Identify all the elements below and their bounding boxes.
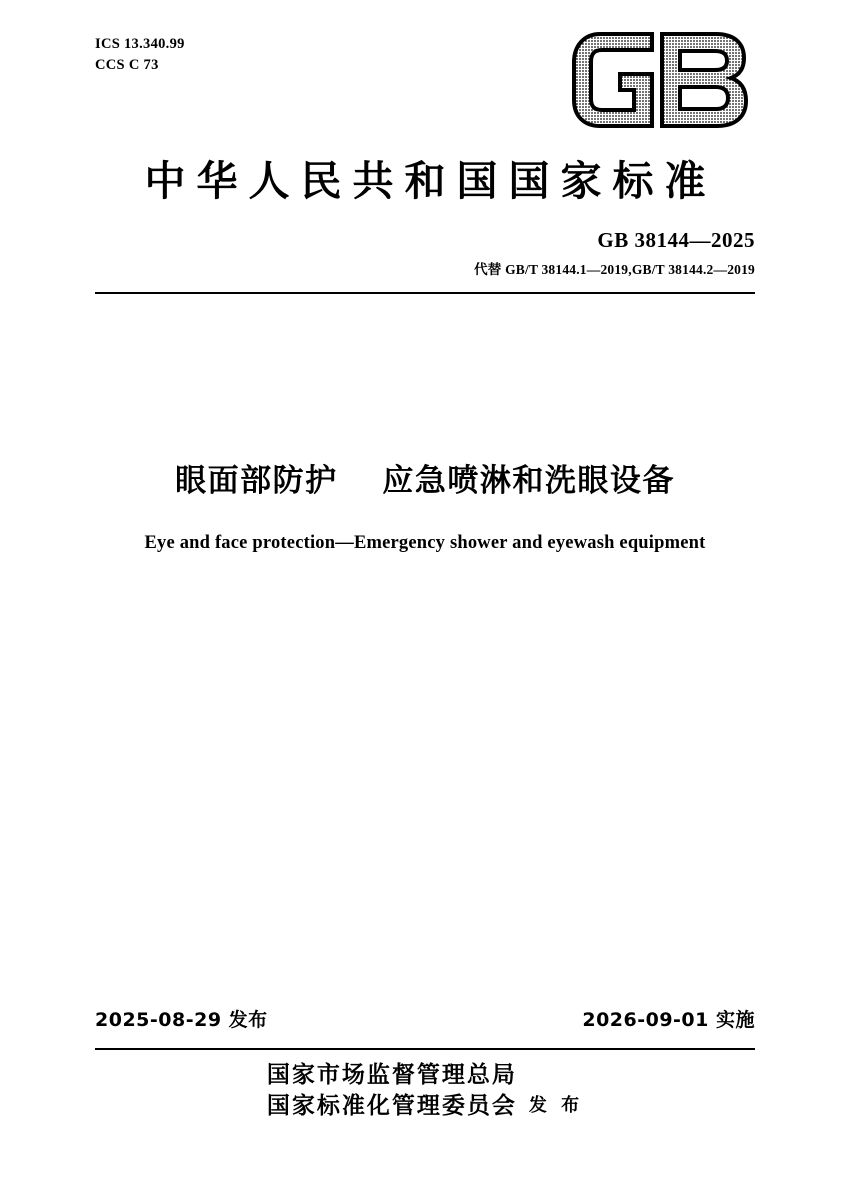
- divider-top: [95, 292, 755, 294]
- publisher-line-1: 国家市场监督管理总局: [266, 1062, 517, 1088]
- publisher-block: [0, 1060, 850, 1122]
- publisher-names: [267, 1060, 517, 1122]
- publisher-line-2: 国家标准化管理委员会: [266, 1093, 517, 1120]
- ccs-code: CCS C 73: [95, 57, 159, 74]
- standard-number: GB 38144—2025: [597, 228, 755, 252]
- ics-code: ICS 13.340.99: [95, 36, 185, 52]
- divider-bottom: [95, 1048, 755, 1050]
- document-title-cn: 眼面部防护 应急喷淋和洗眼设备: [175, 463, 675, 499]
- ics-block: [95, 34, 185, 76]
- national-standard-title: 中华人民共和国国家标准: [144, 157, 717, 205]
- issue-date: 2025-08-29 发布: [95, 1009, 268, 1031]
- gb-logo: [570, 28, 755, 130]
- standard-replaces: 代替 GB/T 38144.1—2019,GB/T 38144.2—2019: [474, 262, 755, 277]
- document-title-en: Eye and face protection—Emergency shower and eyewash equipment: [144, 533, 706, 553]
- publisher-action: 发 布: [528, 1095, 584, 1117]
- implementation-date: 2026-09-01 实施: [582, 1009, 755, 1031]
